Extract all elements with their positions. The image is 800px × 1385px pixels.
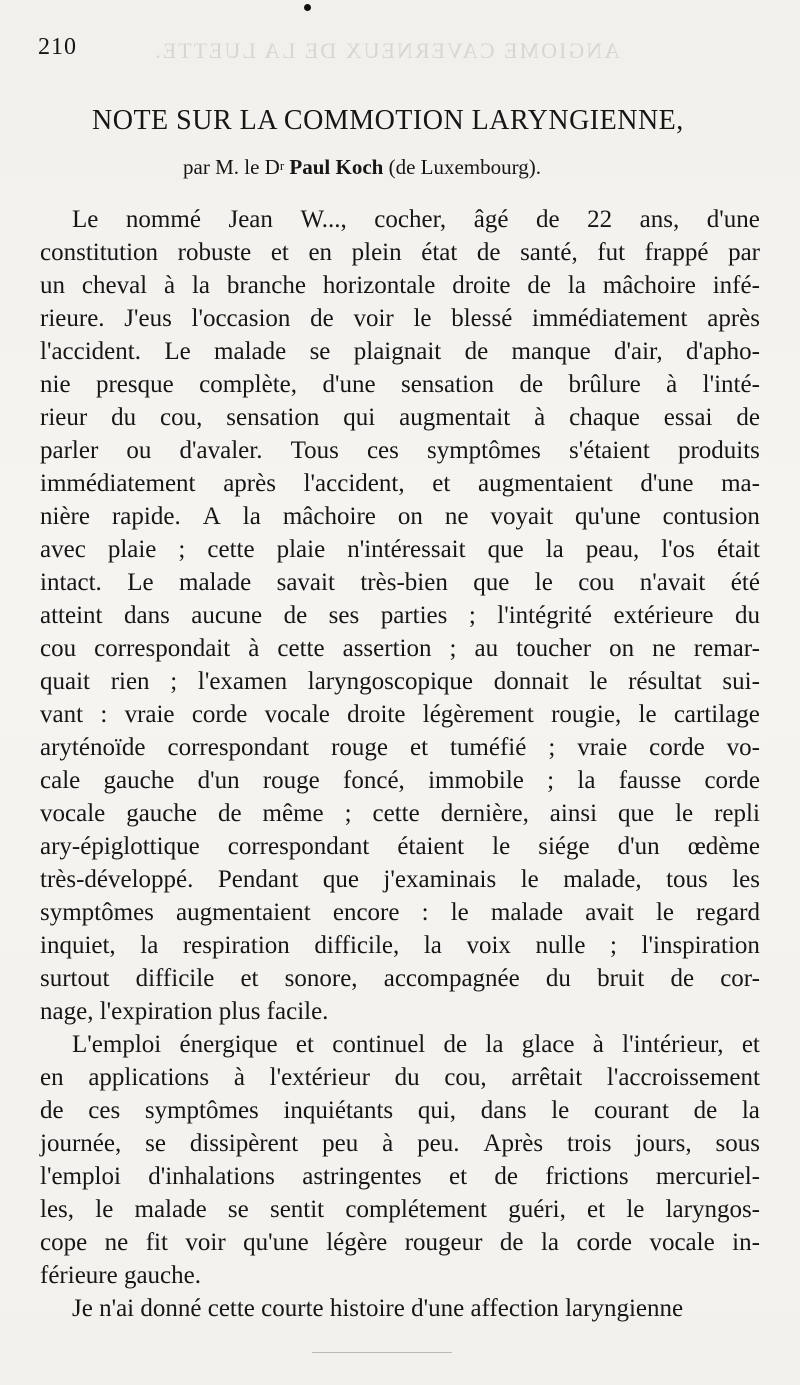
byline — [183, 155, 541, 180]
article-body — [40, 203, 760, 1325]
text-line: les, le malade se sentit complétement guéri, et le laryngos- — [40, 1196, 760, 1223]
byline-suffix: (de Luxembourg). — [388, 155, 541, 179]
bleed-through-text: ANGIOME CAVERNEUX DE LA LUETTE. — [153, 38, 620, 63]
text-line: nage, l'expiration plus facile. — [40, 998, 329, 1025]
text-line: de ces symptômes inquiétants qui, dans le courant de la — [40, 1097, 760, 1124]
page-number: 210 — [38, 34, 77, 60]
text-line: surtout difficile et sonore, accompagnée du bruit de cor- — [40, 965, 760, 992]
text-line: cou correspondait à cette assertion ; au toucher on ne remar- — [40, 635, 760, 662]
text-line: atteint dans aucune de ses parties ; l'intégrité extérieure du — [40, 602, 760, 629]
bottom-rule — [312, 1352, 452, 1353]
text-line: inquiet, la respiration difficile, la voix nulle ; l'inspiration — [40, 932, 760, 959]
paragraph — [40, 1028, 760, 1292]
text-line: l'accident. Le malade se plaignait de manque d'air, d'apho- — [40, 338, 760, 365]
text-line: constitution robuste et en plein état de santé, fut frappé par — [40, 239, 760, 266]
text-line: journée, se dissipèrent peu à peu. Après trois jours, sous — [40, 1130, 760, 1157]
text-line: rieure. J'eus l'occasion de voir le blessé immédiatement après — [40, 305, 760, 332]
text-line: rieur du cou, sensation qui augmentait à chaque essai de — [40, 404, 760, 431]
text-line: férieure gauche. — [40, 1262, 201, 1289]
text-line: L'emploi énergique et continuel de la glace à l'intérieur, et — [72, 1031, 760, 1058]
byline-prefix: par M. le D — [183, 155, 280, 179]
text-line: en applications à l'extérieur du cou, arrêtait l'accroissement — [40, 1064, 760, 1091]
ink-speck — [304, 4, 311, 11]
text-line: cope ne fit voir qu'une légère rougeur de la corde vocale in- — [40, 1229, 760, 1256]
text-line: très-développé. Pendant que j'examinais le malade, tous les — [40, 866, 760, 893]
article-title: NOTE SUR LA COMMOTION LARYNGIENNE, — [92, 105, 684, 136]
text-line: cale gauche d'un rouge foncé, immobile ; la fausse corde — [40, 767, 760, 794]
text-line: Je n'ai donné cette courte histoire d'une affection laryngienne — [72, 1295, 684, 1322]
text-line: ary-épiglottique correspondant étaient le siége d'un œdème — [40, 833, 760, 860]
text-line: aryténoïde correspondant rouge et tuméfié ; vraie corde vo- — [40, 734, 760, 761]
text-line: un cheval à la branche horizontale droite de la mâchoire infé- — [40, 272, 760, 299]
text-line: avec plaie ; cette plaie n'intéressait que la peau, l'os était — [40, 536, 760, 563]
text-line: parler ou d'avaler. Tous ces symptômes s'étaient produits — [40, 437, 760, 464]
text-line: immédiatement après l'accident, et augmentaient d'une ma- — [40, 470, 760, 497]
text-line: intact. Le malade savait très-bien que le cou n'avait été — [40, 569, 760, 596]
text-line: vocale gauche de même ; cette dernière, ainsi que le repli — [40, 800, 760, 827]
text-line: Le nommé Jean W..., cocher, âgé de 22 ans, d'une — [72, 206, 760, 233]
text-line: nière rapide. A la mâchoire on ne voyait qu'une contusion — [40, 503, 760, 530]
text-line: nie presque complète, d'une sensation de brûlure à l'inté- — [40, 371, 760, 398]
author-name: Paul Koch — [289, 155, 384, 179]
text-line: vant : vraie corde vocale droite légèrement rougie, le cartilage — [40, 701, 760, 728]
text-line: quait rien ; l'examen laryngoscopique donnait le résultat sui- — [40, 668, 760, 695]
byline-superscript: r — [279, 158, 285, 173]
paragraph — [40, 203, 760, 1028]
text-line: l'emploi d'inhalations astringentes et de frictions mercuriel- — [40, 1163, 760, 1190]
text-line: symptômes augmentaient encore : le malade avait le regard — [40, 899, 760, 926]
paragraph — [40, 1292, 760, 1325]
